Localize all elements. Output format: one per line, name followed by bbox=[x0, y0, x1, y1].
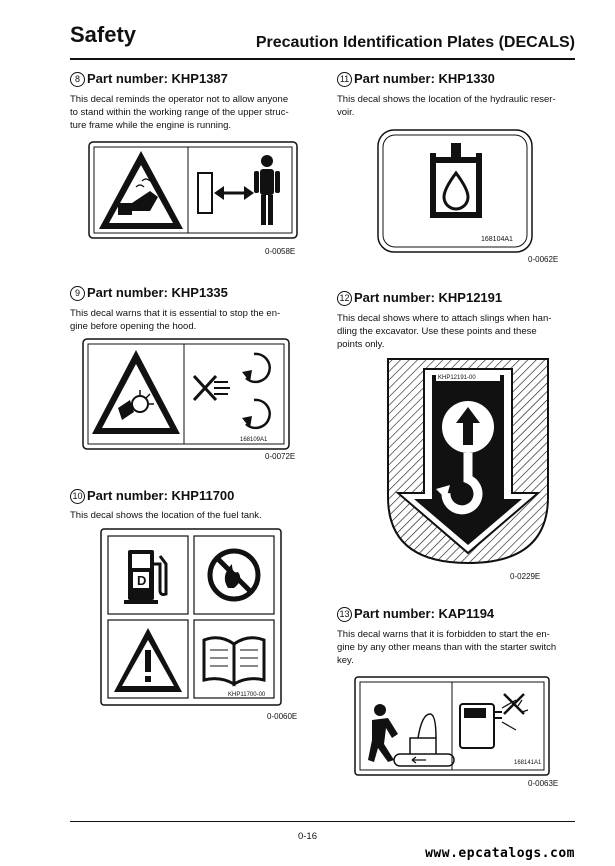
decal-12-plate bbox=[386, 357, 550, 565]
decal-9-heading: 9 Part number: KHP1335 bbox=[70, 285, 228, 301]
decal-11-plate-label: 168104A1 bbox=[481, 236, 513, 243]
header-rule bbox=[70, 58, 575, 60]
decal-8-heading-text: Part number: KHP1387 bbox=[87, 71, 228, 86]
watermark-link[interactable]: www.epcatalogs.com bbox=[425, 846, 575, 861]
manual-book-icon bbox=[204, 638, 264, 684]
decal-13-plate bbox=[354, 676, 550, 776]
decal-12-plate-label: KHP12191-00 bbox=[438, 375, 476, 381]
decal-11-description: This decal shows the location of the hydraulic reser- voir. bbox=[337, 94, 556, 118]
decal-13-code: 0-0063E bbox=[528, 779, 559, 788]
decal-9-description: This decal warns that it is essential to stop the en- gine before opening the hood. bbox=[70, 308, 281, 332]
page-title: Precaution Identification Plates (DECALS) bbox=[255, 34, 575, 51]
decal-9-plate-label: 168109A1 bbox=[240, 437, 268, 443]
decal-8-heading bbox=[70, 71, 228, 87]
decal-13-description: This decal warns that it is forbidden to start the en- gine by any other means than with the starter switch key. bbox=[337, 629, 557, 666]
section-title: Safety bbox=[70, 22, 137, 47]
decal-12-heading: 12 Part number: KHP12191 bbox=[337, 290, 502, 306]
decal-9-plate bbox=[82, 338, 290, 450]
footer-rule bbox=[70, 821, 575, 822]
decal-13-heading: 13 Part number: KAP1194 bbox=[337, 606, 494, 622]
decal-8-plate bbox=[88, 141, 298, 239]
decal-10-heading: 10 Part number: KHP11700 bbox=[70, 488, 234, 504]
decal-10-description: This decal shows the location of the fuel tank. bbox=[70, 510, 262, 521]
decal-8-number: 8 bbox=[70, 72, 85, 87]
page-number: 0-16 bbox=[297, 831, 317, 842]
decal-13-plate-label: 168141A1 bbox=[514, 760, 542, 766]
decal-12-code: 0-0229E bbox=[510, 572, 541, 581]
decal-11-plate bbox=[377, 129, 533, 253]
decal-8-code: 0-0058E bbox=[265, 247, 296, 256]
svg-text:D: D bbox=[137, 573, 147, 588]
decal-10-plate-label: KHP11700-00 bbox=[228, 692, 266, 698]
decal-11-heading: 11 Part number: KHP1330 bbox=[337, 71, 495, 87]
decal-8-description: This decal reminds the operator not to allow anyone to stand within the working range of the upper struc- ture frame while the engine is running. bbox=[70, 94, 289, 131]
decal-11-code: 0-0062E bbox=[528, 255, 559, 264]
decal-9-code: 0-0072E bbox=[265, 452, 296, 461]
decal-10-code: 0-0060E bbox=[267, 712, 298, 721]
decal-12-description: This decal shows where to attach slings when han- dling the excavator. Use these points and these points only. bbox=[337, 313, 552, 350]
decal-10-plate bbox=[100, 528, 282, 706]
